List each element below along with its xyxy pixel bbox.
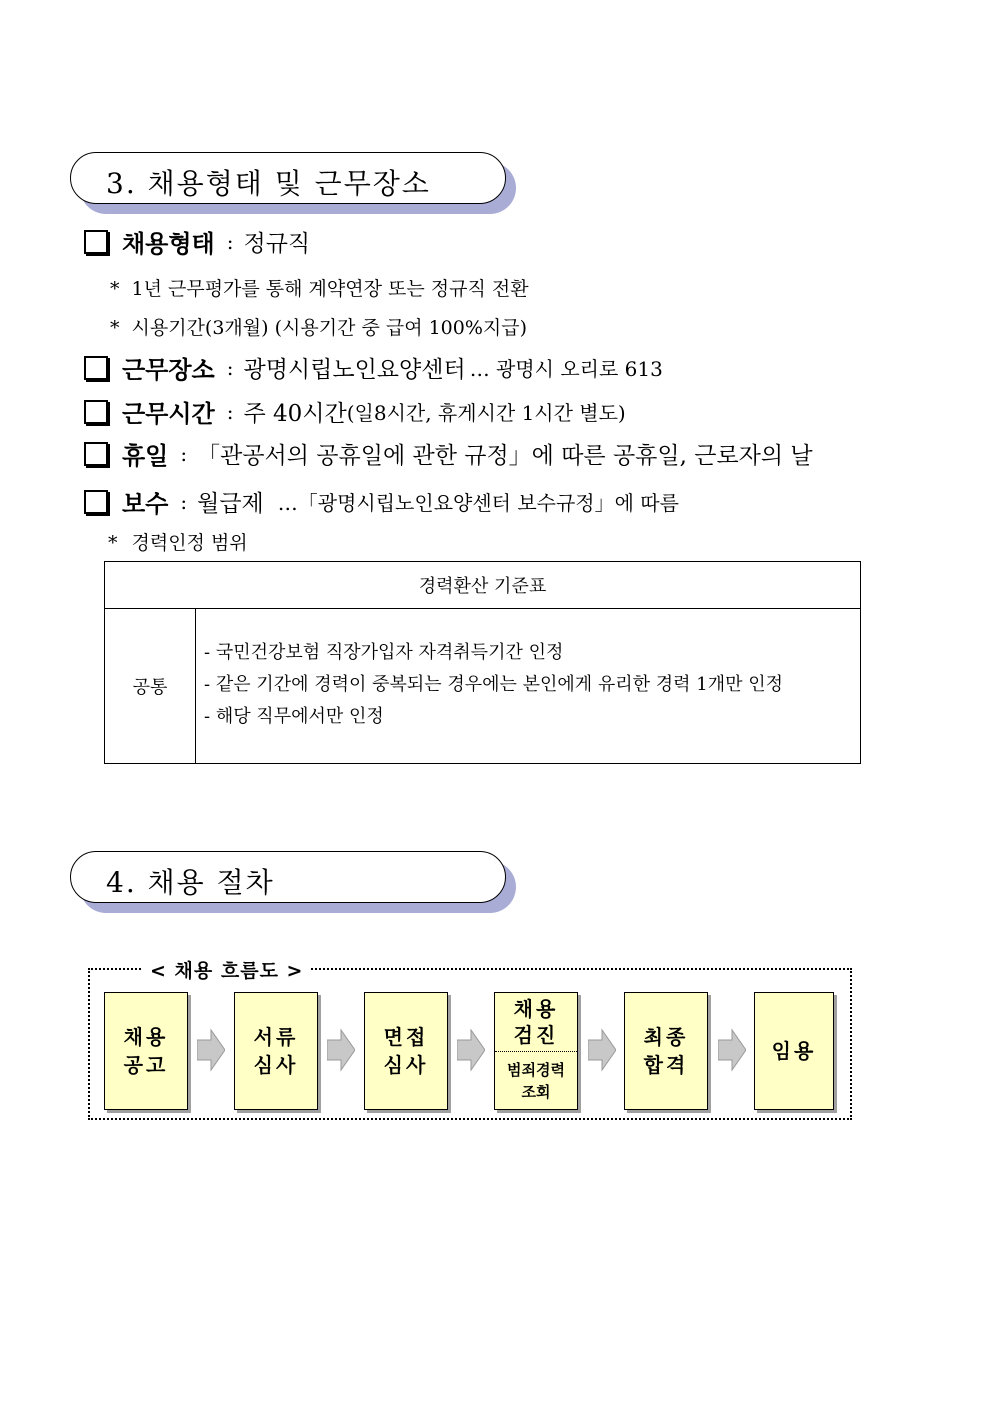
- workplace-value: 광명시립노인요양센터: [243, 357, 466, 383]
- note-2: * 시용기간(3개월) (시용기간 중 급여 100%지급): [110, 317, 528, 339]
- arrow-right-icon: [197, 1028, 225, 1072]
- hours-detail: (일8시간, 휴게시간 1시간 별도): [346, 401, 626, 425]
- workplace-label: 근무장소: [122, 356, 215, 384]
- note-1: * 1년 근무평가를 통해 계약연장 또는 정규직 전환: [110, 278, 529, 300]
- arrow-right-icon: [718, 1028, 746, 1072]
- hours-value: 주 40시간: [243, 401, 347, 427]
- pay-label: 보수: [122, 490, 169, 518]
- hours-line: 근무시간 : 주 40시간 (일8시간, 휴게시간 1시간 별도): [84, 394, 626, 429]
- workplace-address: … 광명시 오리로 613: [469, 357, 663, 381]
- arrow-right-icon: [588, 1028, 616, 1072]
- flow-step-2: 서류 심사: [234, 992, 318, 1110]
- section-4-title: 4. 채용 절차: [106, 866, 275, 899]
- holiday-value: 「관공서의 공휴일에 관한 규정」에 따른 공휴일, 근로자의 날: [197, 443, 813, 469]
- workplace-line: 근무장소 : 광명시립노인요양센터 … 광명시 오리로 613: [84, 350, 663, 385]
- checkbox-icon: [84, 442, 108, 466]
- employment-type-value: 정규직: [243, 231, 311, 257]
- career-item: - 해당 직무에서만 인정: [204, 706, 384, 727]
- pay-line: 보수 : 월급제 …「광명시립노인요양센터 보수규정」에 따름: [84, 484, 679, 519]
- flow-step-1: 채용 공고: [104, 992, 188, 1110]
- career-table-category: 공통: [105, 609, 196, 764]
- career-table-header: 경력환산 기준표: [105, 562, 861, 609]
- career-table-items: [196, 609, 861, 764]
- flow-step-3: 면접 심사: [364, 992, 448, 1110]
- section-3-header: [70, 152, 506, 206]
- checkbox-icon: [84, 490, 108, 514]
- checkbox-icon: [84, 356, 108, 380]
- section-4-header: [70, 851, 506, 905]
- employment-type-line: 채용형태 : 정규직: [84, 224, 310, 259]
- career-table: [104, 561, 861, 764]
- holiday-label: 휴일: [122, 442, 169, 470]
- flow-step-5: 최종 합격: [624, 992, 708, 1110]
- arrow-right-icon: [327, 1028, 355, 1072]
- career-note: * 경력인정 범위: [108, 532, 248, 554]
- pay-detail: …「광명시립노인요양센터 보수규정」에 따름: [277, 491, 679, 515]
- flow-step-6: 임용: [754, 992, 834, 1110]
- checkbox-icon: [84, 400, 108, 424]
- flow-step-4: 채용 검진 범죄경력 조회: [494, 992, 578, 1110]
- section-3-title: 3. 채용형태 및 근무장소: [106, 167, 431, 200]
- career-item: - 국민건강보험 직장가입자 자격취득기간 인정: [204, 642, 564, 663]
- flow-caption: < 채용 흐름도 >: [142, 956, 311, 983]
- career-item: - 같은 기간에 경력이 중복되는 경우에는 본인에게 유리한 경력 1개만 인정: [204, 674, 784, 695]
- arrow-right-icon: [457, 1028, 485, 1072]
- pay-value: 월급제: [197, 491, 264, 517]
- checkbox-icon: [84, 230, 108, 254]
- hours-label: 근무시간: [122, 400, 215, 428]
- employment-type-label: 채용형태: [122, 230, 215, 258]
- holiday-line: 휴일 : 「관공서의 공휴일에 관한 규정」에 따른 공휴일, 근로자의 날: [84, 436, 813, 471]
